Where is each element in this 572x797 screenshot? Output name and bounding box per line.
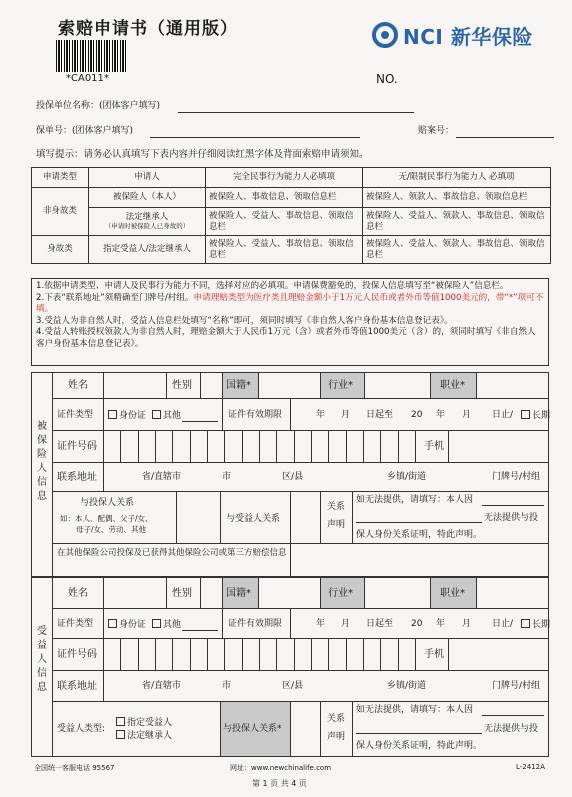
ben-id-type-label: 证件类型 [57,619,94,629]
ben-other-option[interactable]: 其他 [152,619,181,631]
footer-page: 第 1 页 共 4 页 [252,779,307,788]
full-req-2: 被保险人、受益人、事故信息、领取信息栏 [206,208,363,236]
validity-day-to: 日止/ [492,410,514,420]
insured-id-type-label: 证件类型 [57,410,94,420]
note-4: 4.受益人转账授权领款人为非自然人时，理赔金额大于人民币1万元（含）或者外币等值1000美元（含）的，须同时填写《非自然人客户身份基本信息登记表》。 [36,327,536,349]
id-digit-divider [398,430,399,462]
id-digit-divider [328,638,329,670]
ben-addr-house: 门牌号/村组 [492,681,541,691]
checkbox-icon [521,619,530,628]
claim-no-field[interactable] [456,126,554,138]
statement-text-3: 保人身份关系证明，特此声明。 [356,530,483,540]
relation-policy-label: 与投保人关系 [80,498,135,508]
note-1: 1.依据申请类型、申请人及民事行为能力不同，选择对应的必填项。申请保费豁免的，投保人信息填写至“被保险人”信息栏。 [36,281,509,291]
id-digit-divider [207,430,208,462]
ben-statement-reason-field-2[interactable] [356,722,482,734]
policy-no-field[interactable] [150,126,360,138]
col-header-full: 完全民事行为能力人必填项 [206,168,363,188]
applicant-designated: 指定受益人/法定继承人 [89,236,206,264]
notes-box [31,278,549,366]
insured-occupation-label: 职业* [440,380,465,391]
note-2-black: 2.下表“联系地址”须精确至门牌号/村组。 [36,292,194,303]
other-company-input[interactable] [291,544,548,576]
insured-mobile-input[interactable] [449,431,548,461]
claim-type-table [31,167,551,264]
insured-nationality-input[interactable] [259,373,320,397]
ben-statement-reason-field[interactable] [482,704,544,716]
col-header-limited: 无/限制民事行为能力人 必填项 [363,168,551,188]
ben-occupation-label: 职业* [440,588,465,599]
logo-icon [372,22,398,48]
insured-addr-district: 区/县 [282,472,304,482]
ben-designated-option[interactable]: 指定受益人 [116,717,172,729]
ben-id-card-option[interactable]: 身份证 [108,619,146,631]
col-header-type: 申请类型 [32,168,89,188]
applicant-heir-label: 法定继承人 [125,212,169,223]
form-number-label: NO. [376,72,398,86]
id-digit-divider [172,430,173,462]
checkbox-icon [108,619,117,628]
id-digit-divider [138,430,139,462]
note-2 [36,293,544,316]
validity-year-1: 年 [316,410,326,420]
relation-beneficiary-label: 与受益人关系 [226,514,281,524]
ben-address-label: 联系地址 [57,681,97,692]
group-non-death: 非身故类 [32,188,89,236]
ben-long-term-option[interactable]: 长期 [521,619,550,631]
note-3: 3.受益人为非自然人时，受益人信息栏处填写“名称”即可，须同时填写《非自然人客户身份基本信息登记表》。 [36,315,453,326]
ben-gender-input[interactable] [201,578,222,607]
id-digit-divider [224,638,225,670]
id-digit-divider [363,430,364,462]
validity-year-20: 20 [411,410,423,420]
statement-reason-field-2[interactable] [356,511,482,523]
limited-req-1: 被保险人、领款人、事故信息、领取信息栏 [363,188,551,208]
id-digit-divider [155,638,156,670]
applicant-insured: 被保险人（本人） [89,188,206,208]
applicant-heir-note: （申请时被保险人已身故的） [104,222,190,231]
group-death: 身故类 [32,236,89,264]
ben-mobile-input[interactable] [449,639,548,669]
claim-no-label: 赔案号： [418,126,455,136]
validity-day-from: 日起至 [366,410,394,420]
insured-id-card-option[interactable]: 身份证 [108,410,146,422]
ben-legal-option[interactable]: 法定继承人 [116,730,172,742]
ben-name-label: 姓名 [68,588,88,599]
validity-month-1: 月 [341,410,351,420]
checkbox-icon [116,717,125,726]
insured-id-no-input[interactable] [103,430,415,462]
ben-industry-input[interactable] [365,578,430,607]
id-digit-divider [242,638,243,670]
policy-no-label: 保单号：(团体客户填写) [36,126,134,136]
id-digit-divider [311,430,312,462]
ben-validity-year-1: 年 [316,619,326,629]
insured-other-option[interactable]: 其他 [152,410,181,422]
id-digit-divider [328,430,329,462]
ben-id-no-input[interactable] [103,638,415,670]
id-digit-divider [346,430,347,462]
id-digit-divider [120,430,121,462]
statement-text-1: 如无法提供，请填写：本人因 [356,495,474,505]
insured-mobile-label: 手机 [424,441,444,452]
id-digit-divider [380,638,381,670]
insured-addr-town: 乡镇/街道 [387,472,427,482]
insured-validity-label: 证件有效期限 [228,410,283,420]
company-logo [372,20,533,50]
ben-industry-label: 行业* [328,588,353,599]
id-digit-divider [398,638,399,670]
statement-label: 关系声明 [326,502,345,530]
id-digit-divider [294,638,295,670]
insured-occupation-input[interactable] [477,373,548,397]
id-digit-divider [190,430,191,462]
footer-website: 网址：www.newchinalife.com [230,764,332,772]
id-digit-divider [224,430,225,462]
ben-nationality-input[interactable] [259,578,320,607]
logo-text: NCI 新华保险 [403,24,533,49]
id-digit-divider [138,638,139,670]
full-req-1: 被保险人、事故信息、领取信息栏 [206,188,363,208]
other-company-label: 在其他保险公司投保及已获得其他保险公司或第三方赔偿信息 [57,548,287,558]
full-req-3: 被保险人、受益人、事故信息、领取信息栏 [206,236,363,264]
statement-reason-field[interactable] [482,494,544,506]
id-digit-divider [294,430,295,462]
insured-addr-house: 门牌号/村组 [492,472,541,482]
checkbox-icon [152,410,161,419]
ben-validity-year-2: 年 [436,619,446,629]
id-digit-divider [380,430,381,462]
ben-nationality-label: 国籍* [226,588,251,599]
insurer-unit-label: 投保单位名称：(团体客户填写) [36,101,161,111]
note-2-red: 申请理赔类型为医疗类且理赔金额小于1万元人民币或者外币等值1000美元的，带“*”项可不填。 [36,292,544,314]
insured-id-no-label: 证件号码 [57,441,97,452]
ben-addr-town: 乡镇/街道 [387,681,427,691]
barcode-text: *CA011* [66,73,109,84]
ben-other-field[interactable] [182,619,218,631]
ben-addr-district: 区/县 [282,681,304,691]
relation-example-1: 如：本人、配偶、父子/女、 [60,514,153,523]
id-digit-divider [190,638,191,670]
insured-industry-label: 行业* [328,380,353,391]
insured-name-label: 姓名 [68,380,88,391]
ben-occupation-input[interactable] [477,578,548,607]
ben-validity-day-to: 日止/ [492,619,514,629]
ben-id-no-label: 证件号码 [57,649,97,660]
id-digit-divider [155,430,156,462]
fill-tip: 填写提示：请务必认真填写下表内容并仔细阅读红黑字体及背面索赔申请须知。 [36,149,369,160]
validity-month-2: 月 [462,410,472,420]
ben-statement-text-2: 无法提供与投 [484,724,539,734]
ben-validity-month-1: 月 [341,619,351,629]
ben-gender-label: 性别 [172,588,192,599]
checkbox-icon [521,410,530,419]
checkbox-icon [116,730,125,739]
footer-service: 全国统一客服电话 95567 [34,764,115,772]
ben-name-input[interactable] [104,578,166,607]
ben-statement-text-1: 如无法提供，请填写：本人因 [356,705,474,715]
col-header-applicant: 申请人 [89,168,206,188]
insured-gender-input[interactable] [201,373,222,397]
ben-validity-label: 证件有效期限 [228,619,283,629]
id-digit-divider [242,430,243,462]
relation-example-2: 母子/女、劳动、其他 [76,525,147,534]
ben-validity-year-20: 20 [411,619,423,629]
insured-nationality-label: 国籍* [226,380,251,391]
id-digit-divider [259,638,260,670]
insured-name-input[interactable] [104,373,166,397]
limited-req-2: 被保险人、受益人、领款人、事故信息、领取信息栏 [363,208,551,236]
beneficiary-section-label: 受益人信息 [37,626,47,693]
ben-addr-province: 省/直辖市 [142,681,182,691]
footer-code: L-2412A [516,763,545,771]
barcode [56,40,128,72]
insured-section-label: 被保险人信息 [37,421,47,502]
insured-addr-province: 省/直辖市 [142,472,182,482]
insured-other-field[interactable] [182,410,218,422]
ben-addr-city: 市 [222,681,232,691]
id-digit-divider [363,638,364,670]
id-digit-divider [120,638,121,670]
insured-gender-label: 性别 [172,380,192,391]
insured-address-label: 联系地址 [57,472,97,483]
checkbox-icon [152,619,161,628]
id-digit-divider [311,638,312,670]
insurer-unit-field[interactable] [178,101,414,113]
id-digit-divider [346,638,347,670]
statement-text-2: 无法提供与投 [484,513,539,523]
ben-relation-policy-label: 与投保人关系* [223,724,282,734]
id-digit-divider [207,638,208,670]
id-digit-divider [172,638,173,670]
ben-statement-text-3: 保人身份关系证明，特此声明。 [356,741,483,751]
id-digit-divider [276,430,277,462]
limited-req-3: 被保险人、受益人、领款人、事故信息、领取信息栏 [363,236,551,264]
form-title: 索赔申请书（通用版） [58,19,238,39]
insured-industry-input[interactable] [365,373,430,397]
applicant-heir [89,208,206,236]
id-digit-divider [276,638,277,670]
insured-addr-city: 市 [222,472,232,482]
id-digit-divider [259,430,260,462]
ben-validity-month-2: 月 [462,619,472,629]
validity-year-2: 年 [436,410,446,420]
ben-validity-day-from: 日起至 [366,619,394,629]
ben-mobile-label: 手机 [424,649,444,660]
insured-long-term-option[interactable]: 长期 [521,410,550,422]
ben-type-label: 受益人类型: [57,724,106,734]
checkbox-icon [108,410,117,419]
ben-statement-label: 关系声明 [326,714,345,742]
